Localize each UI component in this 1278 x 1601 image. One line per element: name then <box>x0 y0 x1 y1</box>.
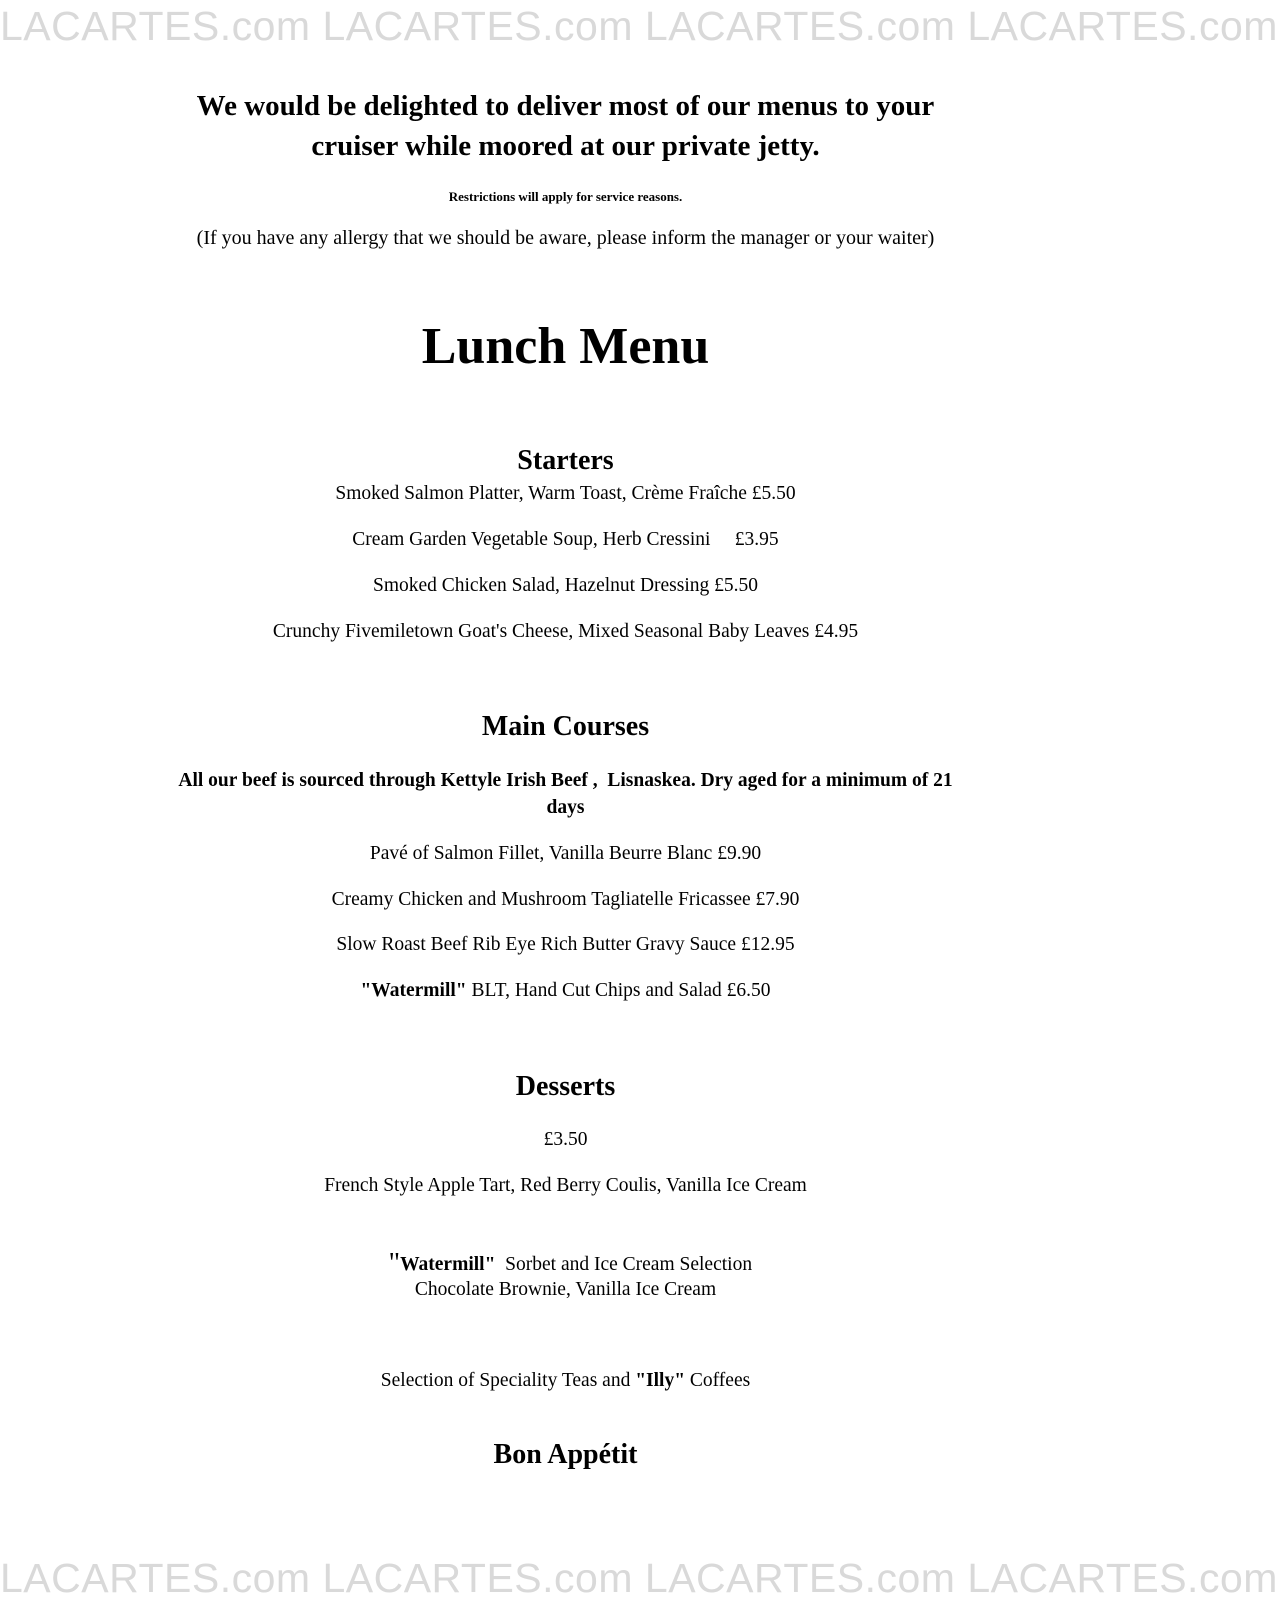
beef-sourcing-note: All our beef is sourced through Kettyle Irish Beef , Lisnaskea. Dry aged for a minimum of 21 <box>178 770 953 791</box>
main-course-item-blt <box>0 979 1131 1002</box>
illy-brand: "Illy" <box>635 1370 686 1391</box>
dessert-item: Chocolate Brownie, Vanilla Ice Cream <box>414 1279 717 1300</box>
dessert-item: French Style Apple Tart, Red Berry Coulis, Vanilla Ice Cream <box>324 1175 807 1196</box>
intro-line-2: cruiser while moored at our private jetty. <box>311 130 820 162</box>
dessert-item-sorbet <box>0 1224 1131 1281</box>
open-quote: " <box>388 1248 401 1280</box>
starters-heading: Starters <box>517 445 614 476</box>
watermark-top: LACARTES.com LACARTES.com LACARTES.com LACARTES.com <box>0 3 1278 49</box>
drinks-prefix: Selection of Speciality Teas and <box>380 1370 636 1391</box>
desserts-heading: Desserts <box>515 1071 616 1102</box>
allergy-note: (If you have any allergy that we should be aware, please inform the manager or your waiter) <box>196 227 935 249</box>
starter-item: Crunchy Fivemiletown Goat's Cheese, Mixed Seasonal Baby Leaves £4.95 <box>272 621 859 642</box>
watermill-brand: Watermill" <box>400 1254 496 1276</box>
sorbet-description: Sorbet and Ice Cream Selection <box>495 1254 753 1276</box>
blt-description: BLT, Hand Cut Chips and Salad £6.50 <box>466 980 771 1001</box>
menu-title: Lunch Menu <box>421 318 710 375</box>
drinks-suffix: Coffees <box>685 1370 751 1391</box>
starter-item: Smoked Salmon Platter, Warm Toast, Crème Fraîche £5.50 <box>335 483 796 504</box>
main-course-item: Creamy Chicken and Mushroom Tagliatelle Fricassee £7.90 <box>331 889 800 910</box>
watermill-brand: "Watermill" <box>360 980 467 1001</box>
main-courses-heading: Main Courses <box>481 711 650 742</box>
closing-greeting: Bon Appétit <box>493 1439 638 1470</box>
dessert-price: £3.50 <box>543 1129 588 1150</box>
intro-line-1: We would be delighted to deliver most of our menus to your <box>196 90 935 122</box>
beef-sourcing-note-cont: days <box>546 797 585 818</box>
main-course-item: Slow Roast Beef Rib Eye Rich Butter Gravy Sauce £12.95 <box>336 934 795 955</box>
restrictions-note: Restrictions will apply for service reasons. <box>448 189 683 204</box>
watermark-bottom: LACARTES.com LACARTES.com LACARTES.com LACARTES.com <box>0 1555 1278 1601</box>
drinks-line <box>0 1369 1131 1392</box>
starter-item: Cream Garden Vegetable Soup, Herb Cressini £3.95 <box>352 529 779 550</box>
main-course-item: Pavé of Salmon Fillet, Vanilla Beurre Blanc £9.90 <box>369 843 762 864</box>
starter-item: Smoked Chicken Salad, Hazelnut Dressing £5.50 <box>372 575 759 596</box>
